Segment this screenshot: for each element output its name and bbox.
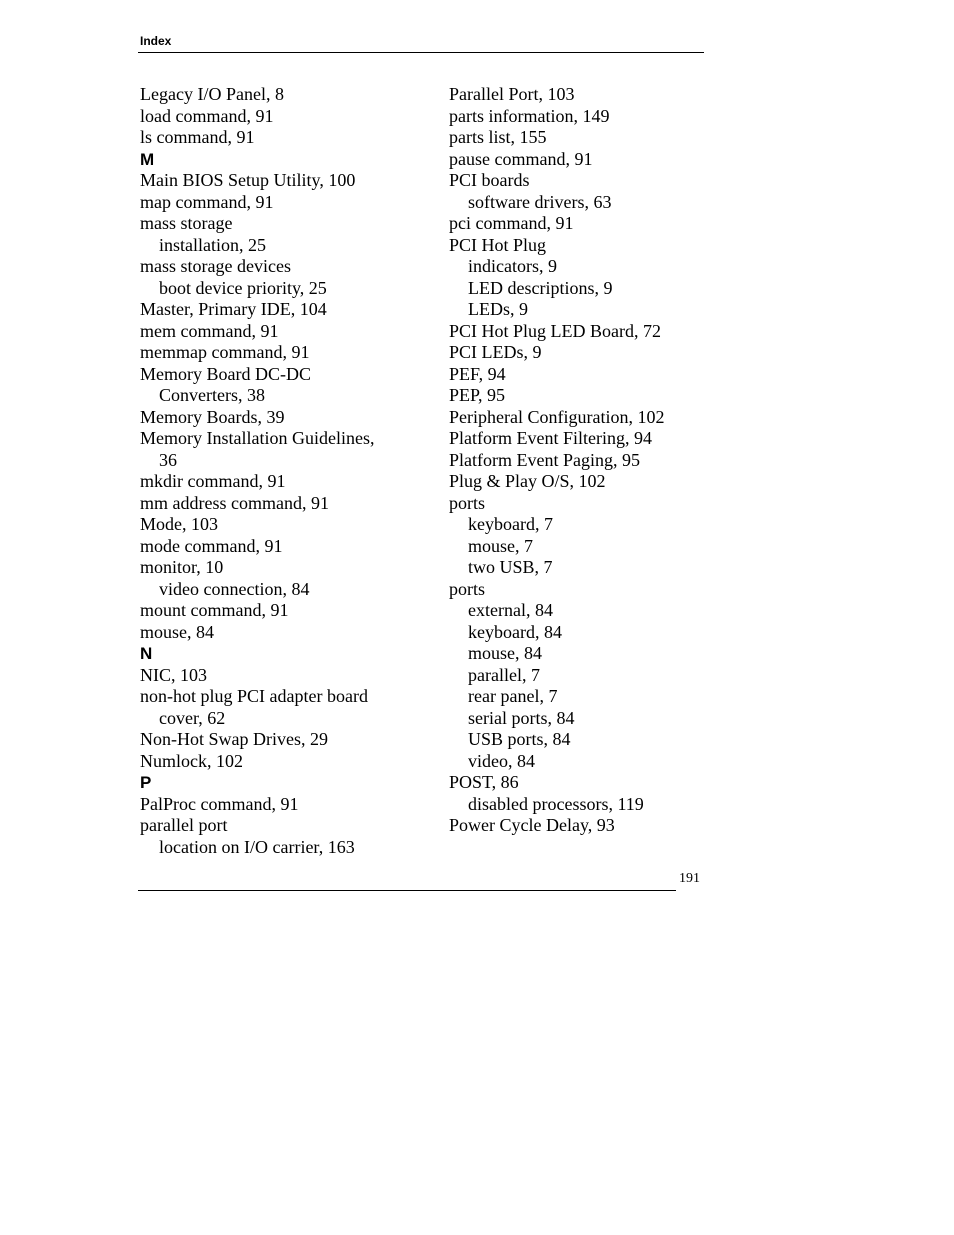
- index-subentry: software drivers, 63: [468, 191, 612, 212]
- index-entry: Mode, 103: [140, 514, 218, 534]
- index-entry: Master, Primary IDE, 104: [140, 299, 327, 319]
- index-subentry: two USB, 7: [468, 557, 553, 577]
- header-rule: [138, 52, 704, 53]
- index-entry: Plug & Play O/S, 102: [449, 471, 606, 491]
- index-subentry: mouse, 84: [468, 643, 542, 663]
- index-subentry: parallel, 7: [468, 664, 540, 685]
- index-entry: Platform Event Filtering, 94: [449, 428, 652, 448]
- index-entry: Non-Hot Swap Drives, 29: [140, 729, 328, 749]
- index-entry: mem command, 91: [140, 320, 279, 341]
- index-subentry: keyboard, 7: [468, 514, 553, 534]
- index-subentry: mouse, 7: [468, 535, 533, 556]
- index-entry: mass storage devices: [140, 256, 291, 276]
- index-subentry: location on I/O carrier, 163: [159, 836, 355, 857]
- index-entry: ls command, 91: [140, 127, 255, 147]
- index-subentry: USB ports, 84: [468, 729, 571, 749]
- index-entry: pci command, 91: [449, 213, 574, 233]
- index-letter-heading: N: [140, 644, 153, 663]
- index-subentry: LEDs, 9: [468, 299, 528, 319]
- index-entry: PalProc command, 91: [140, 793, 299, 814]
- index-entry: PCI Hot Plug LED Board, 72: [449, 320, 662, 341]
- index-subentry: LED descriptions, 9: [468, 277, 613, 298]
- index-entry: Memory Boards, 39: [140, 406, 285, 427]
- footer-rule: [138, 890, 676, 891]
- index-entry: map command, 91: [140, 191, 274, 212]
- index-entry: non-hot plug PCI adapter board: [140, 686, 368, 706]
- index-entry: PCI boards: [449, 170, 530, 190]
- index-entry: parts list, 155: [449, 127, 547, 147]
- index-entry: load command, 91: [140, 105, 274, 126]
- index-column-right: [449, 84, 709, 837]
- index-entry: Numlock, 102: [140, 750, 243, 771]
- index-entry: memmap command, 91: [140, 342, 310, 362]
- index-entry: PEP, 95: [449, 385, 506, 405]
- index-column-left: [140, 84, 430, 858]
- index-subentry: disabled processors, 119: [468, 793, 644, 814]
- index-entry: Legacy I/O Panel, 8: [140, 84, 284, 104]
- index-entry: ports: [449, 492, 485, 513]
- index-entry: Memory Installation Guidelines,: [140, 428, 375, 448]
- index-entry: POST, 86: [449, 772, 519, 792]
- index-entry: mode command, 91: [140, 535, 283, 556]
- index-entry: mass storage: [140, 213, 233, 233]
- index-subentry: indicators, 9: [468, 256, 557, 276]
- running-header: Index: [140, 34, 172, 48]
- index-entry: parts information, 149: [449, 105, 610, 126]
- page-number: 191: [679, 871, 700, 886]
- index-subentry: video connection, 84: [159, 578, 310, 599]
- index-entry: mkdir command, 91: [140, 471, 286, 491]
- index-entry: Peripheral Configuration, 102: [449, 406, 665, 427]
- index-entry: Memory Board DC-DC: [140, 363, 311, 384]
- index-entry: mount command, 91: [140, 600, 289, 620]
- index-letter-heading: M: [140, 149, 155, 169]
- index-letter-heading: P: [140, 773, 152, 792]
- index-entry: parallel port: [140, 815, 228, 835]
- index-subentry: video, 84: [468, 750, 535, 771]
- index-entry: mouse, 84: [140, 621, 214, 642]
- index-subentry: serial ports, 84: [468, 707, 575, 728]
- index-subentry: boot device priority, 25: [159, 277, 327, 298]
- index-entry: monitor, 10: [140, 557, 224, 577]
- index-entry: Power Cycle Delay, 93: [449, 815, 615, 835]
- index-subentry: external, 84: [468, 600, 553, 620]
- index-entry: NIC, 103: [140, 664, 207, 685]
- index-entry: PCI LEDs, 9: [449, 342, 542, 362]
- index-subentry: keyboard, 84: [468, 621, 562, 642]
- index-entry: mm address command, 91: [140, 492, 329, 513]
- index-entry: PCI Hot Plug: [449, 234, 547, 255]
- index-subentry: Converters, 38: [159, 385, 265, 405]
- index-subentry: installation, 25: [159, 234, 266, 255]
- index-entry: Main BIOS Setup Utility, 100: [140, 170, 356, 190]
- index-entry: Parallel Port, 103: [449, 84, 575, 104]
- index-subentry: cover, 62: [159, 707, 226, 728]
- index-subentry: rear panel, 7: [468, 686, 558, 706]
- index-entry: pause command, 91: [449, 148, 593, 169]
- index-entry: Platform Event Paging, 95: [449, 449, 640, 470]
- index-subentry: 36: [159, 449, 177, 470]
- index-entry: ports: [449, 578, 485, 599]
- index-entry: PEF, 94: [449, 363, 506, 384]
